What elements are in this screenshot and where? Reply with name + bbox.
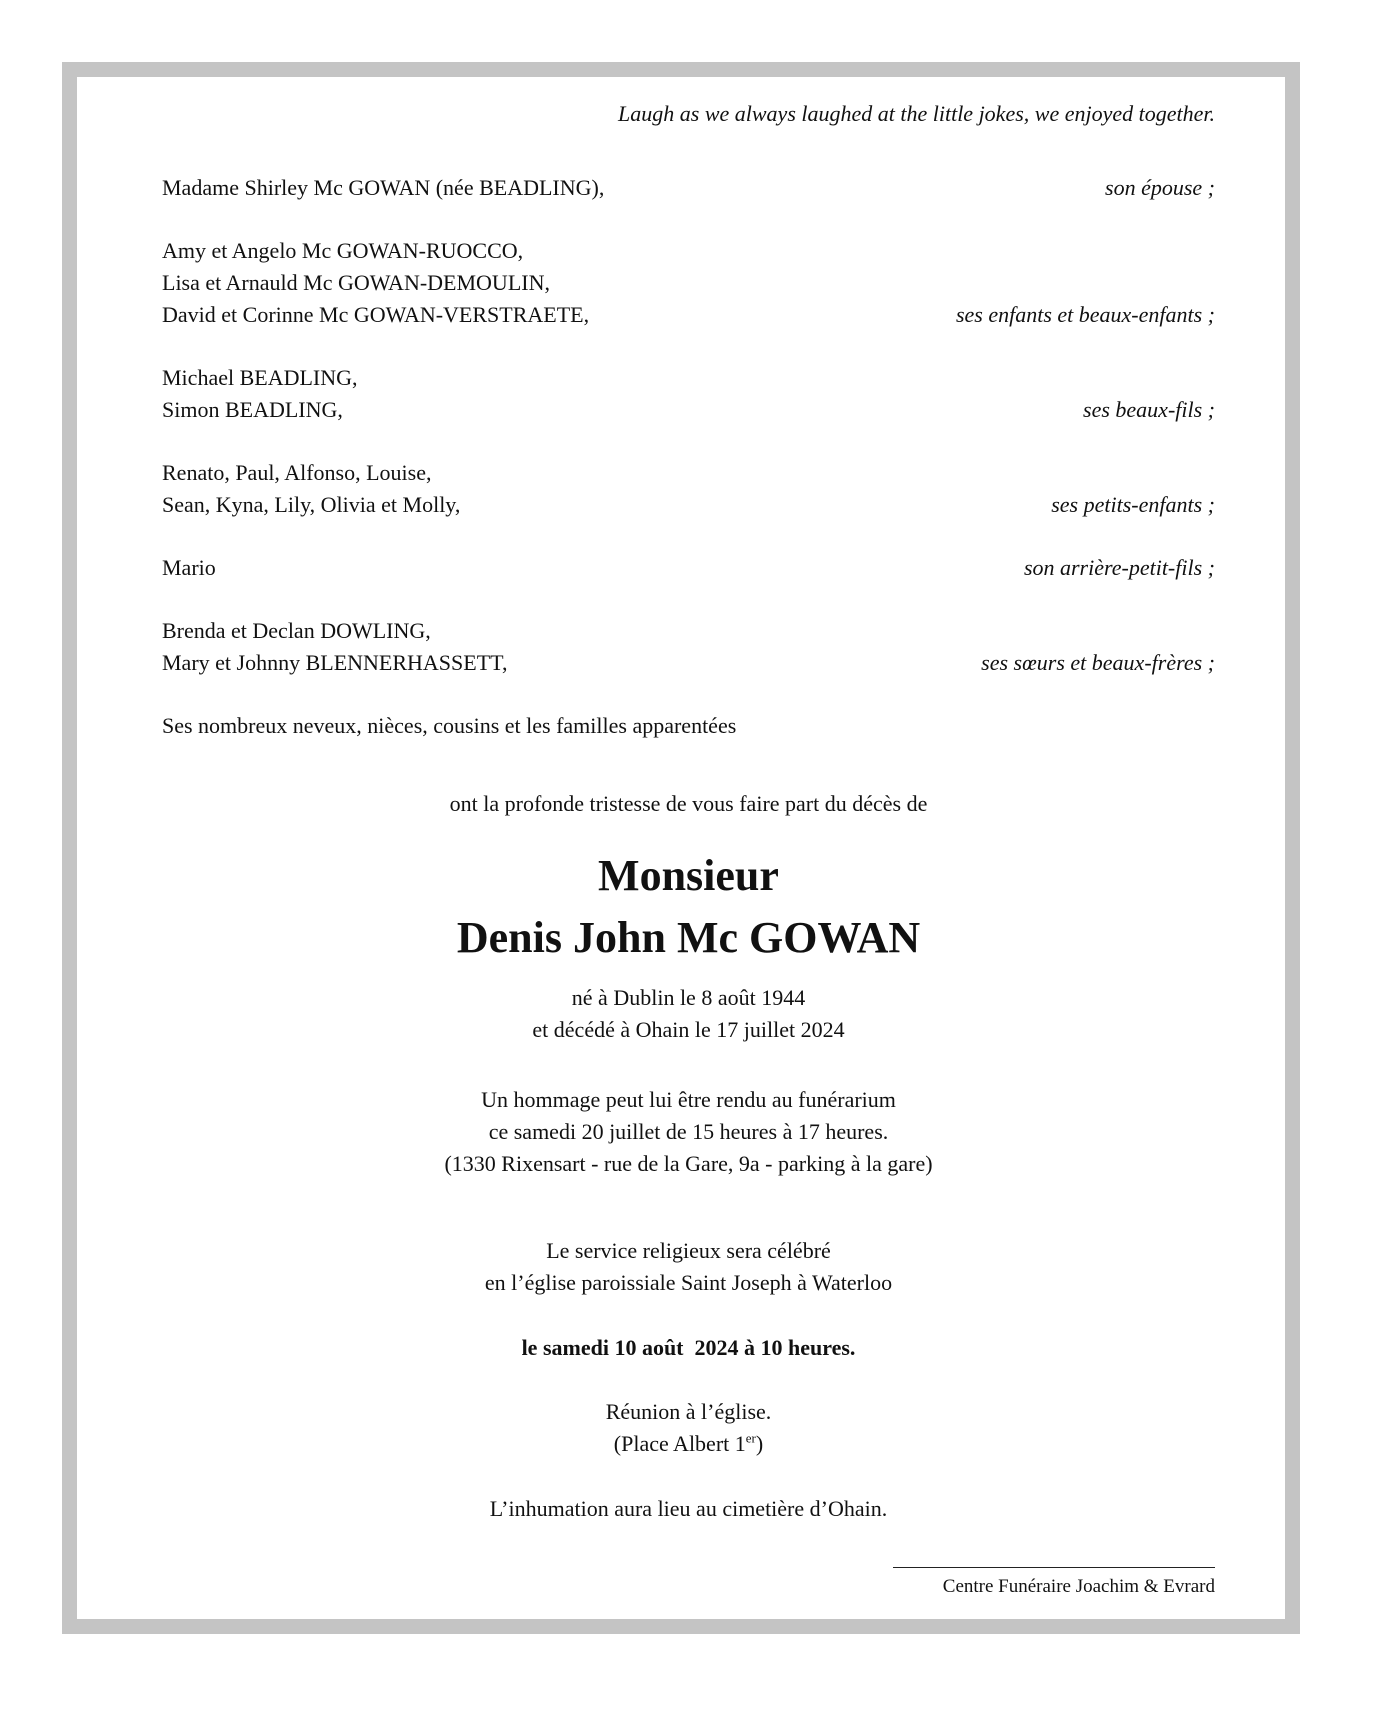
family-member-line: Mary et Johnny BLENNERHASSETT, <box>162 650 508 675</box>
family-member-line: Simon BEADLING, <box>162 397 343 422</box>
family-member-line: Lisa et Arnauld Mc GOWAN-DEMOULIN, <box>162 270 550 295</box>
family-member-line: Ses nombreux neveux, nièces, cousins et les familles apparentées <box>162 713 737 738</box>
family-member-line: Madame Shirley Mc GOWAN (née BEADLING), <box>162 175 605 200</box>
service-line-2: en l’église paroissiale Saint Joseph à Waterloo <box>484 1270 893 1295</box>
deceased-heading <box>162 845 1215 969</box>
family-relation: ses enfants et beaux-enfants ; <box>955 302 1215 327</box>
family-member-line: David et Corinne Mc GOWAN-VERSTRAETE, <box>162 302 590 327</box>
announcement-text: ont la profonde tristesse de vous faire part du décès de <box>449 791 928 816</box>
notice-content <box>162 77 1215 1619</box>
homage-line-1: Un hommage peut lui être rendu au funérarium <box>481 1087 896 1112</box>
birth-line: né à Dublin le 8 août 1944 <box>571 985 806 1010</box>
family-list <box>162 172 1215 773</box>
reunion-place: (Place Albert 1 <box>613 1431 746 1456</box>
family-member-line: Michael BEADLING, <box>162 365 358 390</box>
announcement <box>162 788 1215 820</box>
family-member-line: Renato, Paul, Alfonso, Louise, <box>162 460 432 485</box>
family-group <box>162 552 1215 584</box>
burial-text: L’inhumation aura lieu au cimetière d’Ohain. <box>489 1496 888 1521</box>
reunion-info <box>162 1396 1215 1460</box>
deceased-title: Monsieur <box>598 851 779 900</box>
service-date: le samedi 10 août 2024 à 10 heures. <box>521 1335 856 1360</box>
motto-quote: Laugh as we always laughed at the little jokes, we enjoyed together. <box>618 101 1215 126</box>
homage-line-2: ce samedi 20 juillet de 15 heures à 17 heures. <box>488 1119 889 1144</box>
birth-death-info <box>162 982 1215 1046</box>
family-relation: son épouse ; <box>1105 175 1215 200</box>
family-relation: ses sœurs et beaux-frères ; <box>981 650 1215 675</box>
deceased-name: Denis John Mc GOWAN <box>456 913 921 962</box>
notice-frame <box>62 62 1300 1634</box>
family-member-line: Mario <box>162 555 216 580</box>
funeral-home-signature: Centre Funéraire Joachim & Evrard <box>942 1576 1215 1597</box>
homage-line-3: (1330 Rixensart - rue de la Gare, 9a - parking à la gare) <box>444 1151 933 1176</box>
family-member-line: Brenda et Declan DOWLING, <box>162 618 431 643</box>
family-member-line: Sean, Kyna, Lily, Olivia et Molly, <box>162 492 461 517</box>
service-info <box>162 1235 1215 1299</box>
reunion-line-2 <box>162 1428 1215 1460</box>
family-group <box>162 172 1215 204</box>
burial-info <box>162 1493 1215 1525</box>
family-relation: son arrière-petit-fils ; <box>1023 555 1215 580</box>
service-line-1: Le service religieux sera célébré <box>546 1238 831 1263</box>
family-relation: ses petits-enfants ; <box>1051 492 1215 517</box>
family-group <box>162 710 1215 742</box>
family-group <box>162 235 1215 331</box>
family-member-line: Amy et Angelo Mc GOWAN-RUOCCO, <box>162 238 524 263</box>
death-line: et décédé à Ohain le 17 juillet 2024 <box>532 1017 845 1042</box>
family-relation: ses beaux-fils ; <box>1083 397 1215 422</box>
family-group <box>162 457 1215 521</box>
family-group <box>162 362 1215 426</box>
family-group <box>162 615 1215 679</box>
reunion-place-superscript: er <box>745 1430 756 1446</box>
reunion-line-1: Réunion à l’église. <box>605 1399 772 1424</box>
signature-rule <box>893 1567 1215 1568</box>
reunion-place-close: ) <box>755 1431 764 1456</box>
homage-info <box>162 1084 1215 1180</box>
